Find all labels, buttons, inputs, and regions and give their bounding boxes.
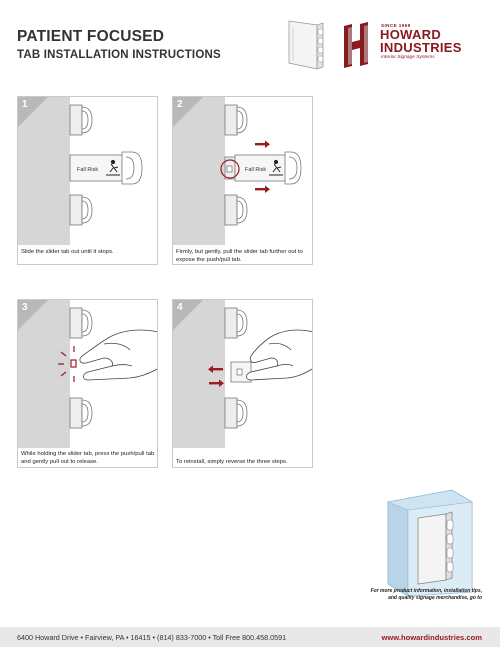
step-4-panel [172, 299, 313, 468]
logo-tagline: Interior Signage Systems [381, 55, 435, 60]
step-caption: Firmly, but gently, pull the slider tab further out to expose the push/pull tab. [176, 249, 303, 263]
sign-holder-product-illustration [382, 488, 474, 596]
logo-name-line1: HOWARD [380, 27, 442, 42]
hand-icon [80, 330, 158, 380]
step-number: 2 [177, 99, 183, 110]
step-2-panel [172, 96, 313, 265]
step-number: 3 [22, 302, 28, 313]
logo-name-line2: INDUSTRIES [380, 40, 462, 55]
footer-website-link[interactable]: www.howardindustries.com [381, 633, 482, 642]
sign-label-fall-risk: Fall Risk [245, 167, 267, 173]
logo-since: SINCE 1969 [381, 23, 411, 28]
step-3-panel [17, 299, 158, 468]
page-subtitle: TAB INSTALLATION INSTRUCTIONS [17, 49, 221, 61]
step-caption: While holding the slider tab, press the push/pull tab and gently pull out to release. [21, 451, 155, 465]
footer-bar [0, 627, 500, 647]
footer-address: 6400 Howard Drive • Fairview, PA • 16415 • (814) 833-7000 • Toll Free 800.458.0591 [17, 633, 287, 642]
step-caption: To reinstall, simply reverse the three steps. [176, 459, 288, 465]
hand-icon [247, 330, 314, 380]
more-info-text [282, 588, 482, 602]
more-info-line2: and quality signage merchandise, go to [388, 595, 482, 601]
step-number: 4 [177, 302, 183, 313]
step-number: 1 [22, 99, 28, 110]
more-info-line1: For more product information, installation tips, [370, 588, 482, 594]
step-caption: Slide the slider tab out until it stops. [21, 249, 114, 255]
sign-label-fall-risk: Fall Risk [77, 167, 99, 173]
sign-holder-thumbnail-icon [287, 17, 327, 71]
howard-industries-logo[interactable] [338, 20, 488, 72]
howard-h-logo-icon [338, 20, 378, 72]
step-1-panel [17, 96, 158, 265]
page-title: PATIENT FOCUSED [17, 28, 165, 45]
